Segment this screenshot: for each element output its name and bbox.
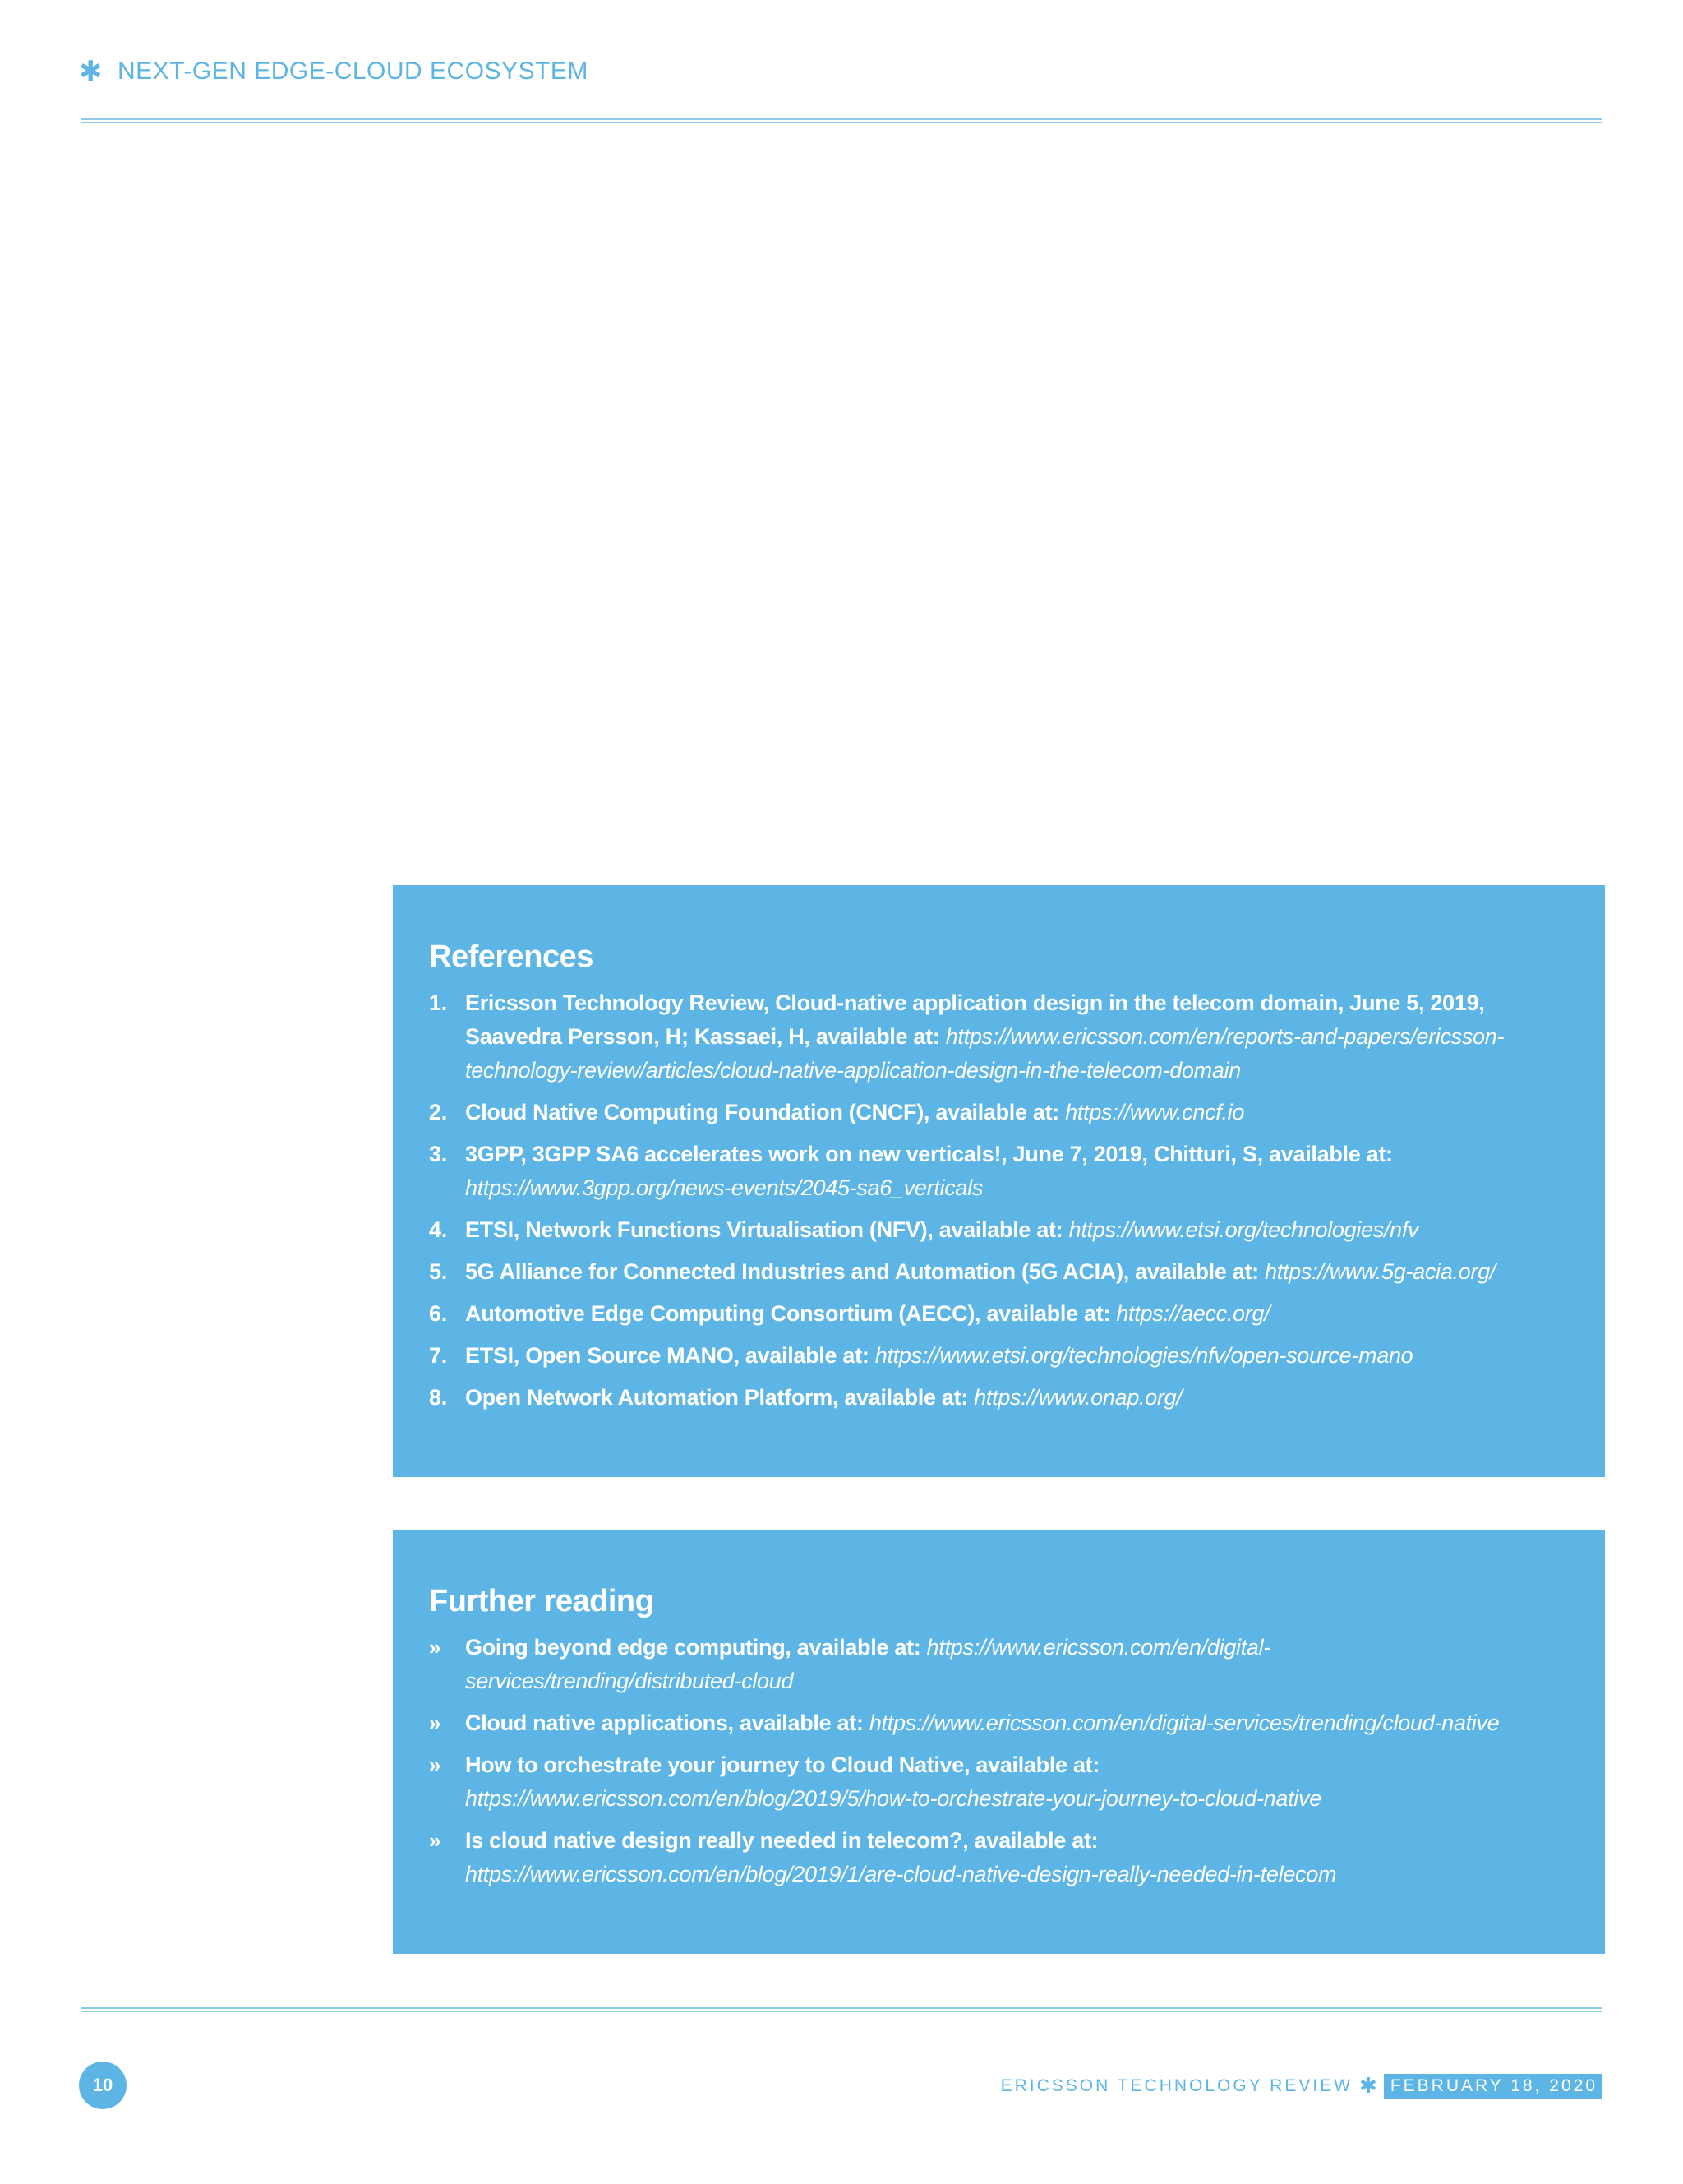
reference-item [429,986,1531,1087]
reference-item [429,1297,1531,1331]
reference-item [429,1381,1531,1415]
further-reading-link[interactable]: https://www.ericsson.com/en/digital-services/trending/cloud-native [869,1711,1500,1735]
reference-number: 8. [429,1385,447,1410]
further-reading-item [429,1631,1531,1698]
further-reading-heading: Further reading [429,1584,654,1618]
running-header [79,58,588,85]
reference-number: 7. [429,1343,447,1368]
reference-item [429,1339,1531,1373]
further-reading-link[interactable]: https://www.ericsson.com/en/blog/2019/1/are-cloud-native-design-really-needed-in-telecom [465,1862,1337,1886]
reference-title: ETSI, Network Functions Virtualisation (NFV), available at: [465,1217,1063,1242]
reference-number: 6. [429,1301,447,1326]
reference-number: 4. [429,1217,447,1242]
double-chevron-icon: » [429,1752,438,1777]
further-reading-item [429,1706,1531,1740]
reference-item [429,1138,1531,1205]
references-panel [393,885,1605,1477]
references-heading: References [429,940,593,974]
further-reading-link[interactable]: https://www.ericsson.com/en/blog/2019/5/how-to-orchestrate-your-journey-to-cloud-native [465,1786,1321,1811]
reference-title: ETSI, Open Source MANO, available at: [465,1343,869,1368]
reference-number: 5. [429,1259,447,1284]
further-reading-item [429,1748,1531,1816]
double-chevron-icon: » [429,1828,438,1853]
asterisk-icon: ✱ [1359,2073,1377,2098]
page-number-badge: 10 [79,2062,127,2109]
asterisk-icon: ✱ [79,56,103,87]
double-chevron-icon: » [429,1635,438,1660]
reference-item [429,1255,1531,1289]
reference-link[interactable]: https://www.5g-acia.org/ [1265,1259,1496,1284]
further-reading-list [429,1631,1531,1891]
reference-link[interactable]: https://www.cncf.io [1065,1100,1245,1124]
header-divider [81,118,1602,123]
further-reading-panel [393,1530,1605,1954]
reference-title: Open Network Automation Platform, available at: [465,1385,969,1410]
reference-title: 3GPP, 3GPP SA6 accelerates work on new verticals!, June 7, 2019, Chitturi, S, available at: [465,1142,1393,1166]
reference-number: 2. [429,1100,447,1124]
reference-link[interactable]: https://www.ericsson.com/en/reports-and-papers/ericsson-technology-review/articles/cloud-native-application-design-in-the-telecom-domain [465,1024,1505,1083]
further-reading-title: Cloud native applications, available at: [465,1711,864,1735]
reference-title: 5G Alliance for Connected Industries and Automation (5G ACIA), available at: [465,1259,1259,1284]
further-reading-link[interactable]: https://www.ericsson.com/en/digital-services/trending/distributed-cloud [465,1635,1271,1693]
reference-title: Ericsson Technology Review, Cloud-native application design in the telecom domain, June 5, 2019, Saavedra Persson, H; Kassaei, H, available at: [465,990,1485,1049]
section-title: NEXT-GEN EDGE-CLOUD ECOSYSTEM [118,58,588,85]
double-chevron-icon: » [429,1711,438,1735]
footer-divider [81,2007,1602,2012]
further-reading-title: Going beyond edge computing, available at: [465,1635,921,1660]
reference-number: 1. [429,990,447,1015]
reference-link[interactable]: https://www.etsi.org/technologies/nfv/open-source-mano [874,1343,1413,1368]
reference-title: Automotive Edge Computing Consortium (AECC), available at: [465,1301,1111,1326]
reference-item [429,1213,1531,1247]
further-reading-item [429,1824,1531,1891]
reference-link[interactable]: https://www.etsi.org/technologies/nfv [1068,1217,1419,1242]
reference-number: 3. [429,1142,447,1166]
reference-title: Cloud Native Computing Foundation (CNCF), available at: [465,1100,1059,1124]
further-reading-title: Is cloud native design really needed in telecom?, available at: [465,1828,1099,1853]
reference-link[interactable]: https://aecc.org/ [1116,1301,1270,1326]
references-list [429,986,1531,1415]
further-reading-title: How to orchestrate your journey to Cloud Native, available at: [465,1752,1100,1777]
footer-publication [1001,2073,1602,2099]
publication-name: ERICSSON TECHNOLOGY REVIEW [1000,2075,1353,2095]
reference-link[interactable]: https://www.onap.org/ [974,1385,1183,1410]
publication-date: FEBRUARY 18, 2020 [1384,2074,1602,2099]
reference-link[interactable]: https://www.3gpp.org/news-events/2045-sa6_verticals [465,1175,984,1200]
reference-item [429,1096,1531,1129]
